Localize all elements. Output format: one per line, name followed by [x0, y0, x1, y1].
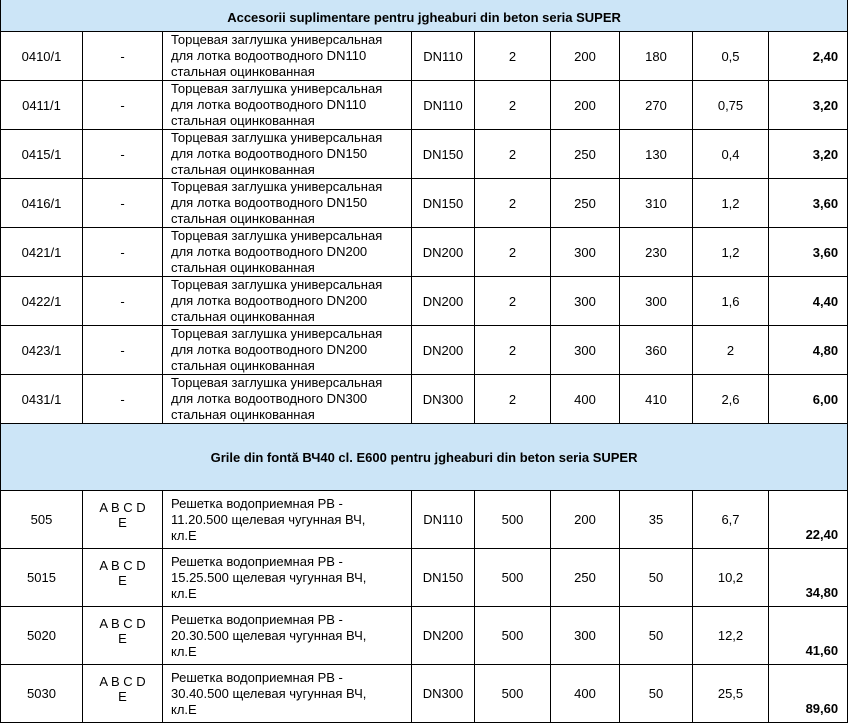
description-line: 30.40.500 щелевая чугунная ВЧ, [171, 685, 367, 701]
nominal-diameter: DN110 [412, 491, 475, 549]
price-value: 2,40 [769, 32, 848, 81]
table-row [1, 491, 848, 549]
product-description [163, 179, 412, 228]
product-description [163, 491, 412, 549]
table-row [1, 228, 848, 277]
article-code: 0422/1 [1, 277, 83, 326]
description-line: стальная оцинкованная [171, 260, 315, 275]
table-row [1, 81, 848, 130]
product-description [163, 607, 412, 665]
description-line: 20.30.500 щелевая чугунная ВЧ, [171, 627, 367, 643]
weight-value: 1,6 [693, 277, 769, 326]
width-value: 400 [551, 375, 620, 424]
weight-value: 0,5 [693, 32, 769, 81]
description-line: стальная оцинкованная [171, 211, 315, 226]
width-value: 300 [551, 277, 620, 326]
table-row [1, 549, 848, 607]
product-description [163, 81, 412, 130]
description-line: 11.20.500 щелевая чугунная ВЧ, [171, 511, 366, 527]
height-value: 300 [620, 277, 693, 326]
article-code: 0416/1 [1, 179, 83, 228]
description-line: Торцевая заглушка универсальная [171, 277, 383, 292]
description-line: для лотка водоотводного DN150 [171, 195, 368, 210]
product-description [163, 277, 412, 326]
article-code: 5020 [1, 607, 83, 665]
description-line: Торцевая заглушка универсальная [171, 81, 383, 96]
section-title: Accesorii suplimentare pentru jgheaburi din beton seria SUPER [1, 0, 848, 32]
height-value: 50 [620, 607, 693, 665]
product-description [163, 549, 412, 607]
table-row [1, 130, 848, 179]
description-line: для лотка водоотводного DN200 [171, 244, 368, 259]
width-value: 250 [551, 130, 620, 179]
description-line: для лотка водоотводного DN150 [171, 146, 368, 161]
load-class-line: E [118, 689, 127, 704]
length-value: 2 [475, 326, 551, 375]
nominal-diameter: DN200 [412, 326, 475, 375]
description-line: Решетка водоприемная РВ - [171, 495, 343, 511]
height-value: 360 [620, 326, 693, 375]
load-class-line: E [118, 515, 127, 530]
description-line: Торцевая заглушка универсальная [171, 179, 383, 194]
load-class [83, 607, 163, 665]
table-row [1, 665, 848, 723]
load-class: - [83, 375, 163, 424]
price-value: 22,40 [769, 491, 848, 549]
description-line: Решетка водоприемная РВ - [171, 553, 343, 569]
weight-value: 1,2 [693, 179, 769, 228]
price-value: 41,60 [769, 607, 848, 665]
description-line: стальная оцинкованная [171, 358, 315, 373]
load-class: - [83, 326, 163, 375]
height-value: 410 [620, 375, 693, 424]
description-line: Торцевая заглушка универсальная [171, 326, 383, 341]
width-value: 250 [551, 549, 620, 607]
description-line: Торцевая заглушка универсальная [171, 228, 383, 243]
table-row [1, 179, 848, 228]
width-value: 250 [551, 179, 620, 228]
section-title: Grile din fontă ВЧ40 cl. E600 pentru jgheaburi din beton seria SUPER [1, 424, 848, 491]
description-line: стальная оцинкованная [171, 309, 315, 324]
description-line: кл.Е [171, 527, 197, 543]
length-value: 2 [475, 81, 551, 130]
table-row [1, 375, 848, 424]
load-class: - [83, 277, 163, 326]
description-line: для лотка водоотводного DN200 [171, 342, 368, 357]
description-line: кл.Е [171, 643, 197, 659]
description-line: для лотка водоотводного DN300 [171, 391, 368, 406]
price-value: 89,60 [769, 665, 848, 723]
article-code: 0431/1 [1, 375, 83, 424]
description-line: стальная оцинкованная [171, 407, 315, 422]
nominal-diameter: DN150 [412, 549, 475, 607]
description-line: для лотка водоотводного DN200 [171, 293, 368, 308]
section-header-row [1, 424, 848, 491]
article-code: 0411/1 [1, 81, 83, 130]
load-class-line: E [118, 573, 127, 588]
description-line: Торцевая заглушка универсальная [171, 130, 383, 145]
load-class: - [83, 32, 163, 81]
description-line: для лотка водоотводного DN110 [171, 48, 367, 63]
height-value: 50 [620, 665, 693, 723]
nominal-diameter: DN200 [412, 228, 475, 277]
nominal-diameter: DN200 [412, 607, 475, 665]
weight-value: 10,2 [693, 549, 769, 607]
length-value: 2 [475, 375, 551, 424]
product-description [163, 32, 412, 81]
weight-value: 0,4 [693, 130, 769, 179]
product-description [163, 665, 412, 723]
length-value: 500 [475, 665, 551, 723]
width-value: 200 [551, 32, 620, 81]
width-value: 400 [551, 665, 620, 723]
article-code: 505 [1, 491, 83, 549]
price-value: 4,40 [769, 277, 848, 326]
height-value: 130 [620, 130, 693, 179]
nominal-diameter: DN200 [412, 277, 475, 326]
nominal-diameter: DN300 [412, 375, 475, 424]
load-class [83, 549, 163, 607]
product-description [163, 228, 412, 277]
length-value: 2 [475, 32, 551, 81]
product-description [163, 375, 412, 424]
load-class-line: A B C D [99, 616, 146, 631]
table-row [1, 326, 848, 375]
load-class-line: A B C D [99, 558, 146, 573]
price-value: 6,00 [769, 375, 848, 424]
article-code: 5015 [1, 549, 83, 607]
weight-value: 25,5 [693, 665, 769, 723]
height-value: 270 [620, 81, 693, 130]
length-value: 500 [475, 549, 551, 607]
load-class: - [83, 130, 163, 179]
description-line: кл.Е [171, 585, 197, 601]
table-row [1, 32, 848, 81]
length-value: 2 [475, 179, 551, 228]
price-value: 3,60 [769, 179, 848, 228]
width-value: 200 [551, 491, 620, 549]
load-class [83, 491, 163, 549]
length-value: 2 [475, 228, 551, 277]
price-value: 3,20 [769, 130, 848, 179]
width-value: 300 [551, 228, 620, 277]
length-value: 2 [475, 130, 551, 179]
length-value: 500 [475, 491, 551, 549]
height-value: 180 [620, 32, 693, 81]
height-value: 50 [620, 549, 693, 607]
load-class-line: A B C D [99, 674, 146, 689]
length-value: 2 [475, 277, 551, 326]
nominal-diameter: DN150 [412, 179, 475, 228]
load-class-line: A B C D [99, 500, 146, 515]
nominal-diameter: DN110 [412, 32, 475, 81]
article-code: 0423/1 [1, 326, 83, 375]
description-line: кл.Е [171, 701, 197, 717]
nominal-diameter: DN110 [412, 81, 475, 130]
description-line: Торцевая заглушка универсальная [171, 32, 383, 47]
load-class: - [83, 228, 163, 277]
description-line: стальная оцинкованная [171, 64, 315, 79]
weight-value: 0,75 [693, 81, 769, 130]
height-value: 230 [620, 228, 693, 277]
price-value: 34,80 [769, 549, 848, 607]
load-class: - [83, 81, 163, 130]
article-code: 0421/1 [1, 228, 83, 277]
description-line: Торцевая заглушка универсальная [171, 375, 383, 390]
section-header-row [1, 0, 848, 32]
article-code: 5030 [1, 665, 83, 723]
weight-value: 1,2 [693, 228, 769, 277]
height-value: 35 [620, 491, 693, 549]
table-row [1, 607, 848, 665]
article-code: 0410/1 [1, 32, 83, 81]
width-value: 200 [551, 81, 620, 130]
load-class [83, 665, 163, 723]
width-value: 300 [551, 607, 620, 665]
load-class: - [83, 179, 163, 228]
weight-value: 2,6 [693, 375, 769, 424]
weight-value: 6,7 [693, 491, 769, 549]
product-description [163, 326, 412, 375]
description-line: для лотка водоотводного DN110 [171, 97, 367, 112]
nominal-diameter: DN300 [412, 665, 475, 723]
product-description [163, 130, 412, 179]
article-code: 0415/1 [1, 130, 83, 179]
description-line: 15.25.500 щелевая чугунная ВЧ, [171, 569, 367, 585]
description-line: Решетка водоприемная РВ - [171, 611, 343, 627]
height-value: 310 [620, 179, 693, 228]
length-value: 500 [475, 607, 551, 665]
weight-value: 12,2 [693, 607, 769, 665]
price-value: 4,80 [769, 326, 848, 375]
weight-value: 2 [693, 326, 769, 375]
nominal-diameter: DN150 [412, 130, 475, 179]
price-value: 3,60 [769, 228, 848, 277]
load-class-line: E [118, 631, 127, 646]
description-line: Решетка водоприемная РВ - [171, 669, 343, 685]
description-line: стальная оцинкованная [171, 113, 315, 128]
width-value: 300 [551, 326, 620, 375]
price-value: 3,20 [769, 81, 848, 130]
description-line: стальная оцинкованная [171, 162, 315, 177]
table-row [1, 277, 848, 326]
